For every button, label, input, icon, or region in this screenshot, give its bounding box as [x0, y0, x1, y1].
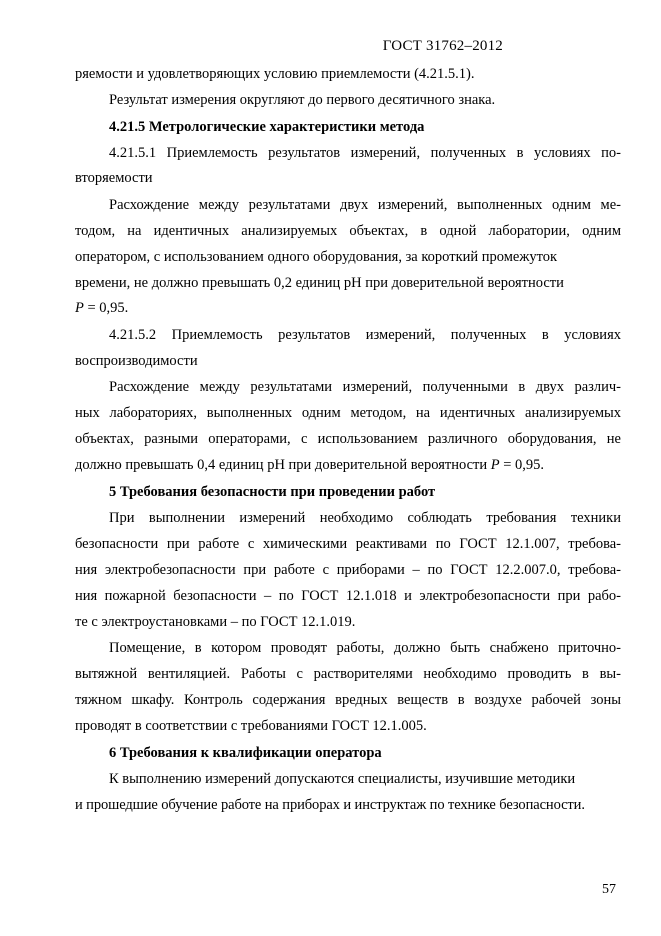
text-line: 4.21.5.1 Приемлемость результатов измерений, полученных в условиях по- [109, 145, 621, 161]
text-line: вытяжной вентиляцией. Работы с растворителями необходимо проводить в вы- [75, 666, 621, 682]
text-line: Расхождение между результатами двух измерений, выполненных одним ме- [109, 197, 621, 213]
text-line: безопасности при работе с химическими реактивами по ГОСТ 12.1.007, требова- [75, 536, 621, 552]
text-line: воспроизводимости [75, 353, 198, 369]
text-line: тяжном шкафу. Контроль содержания вредных веществ в воздухе рабочей зоны [75, 692, 621, 708]
section-heading: 5 Требования безопасности при проведении работ [109, 484, 436, 500]
text-line: тодом, на идентичных анализируемых объектах, в одной лаборатории, одним [75, 223, 621, 239]
text-line: должно превышать 0,4 единиц pH при доверительной вероятности P = 0,95. [75, 457, 545, 473]
text-line: те с электроустановками – по ГОСТ 12.1.019. [75, 614, 356, 630]
variable-p: P [75, 300, 84, 316]
text-line: объектах, разными операторами, с использованием различного оборудования, не [75, 431, 621, 447]
text-line: и прошедшие обучение работе на приборах и инструктаж по технике безопасности. [75, 797, 585, 813]
document-code: ГОСТ 31762–2012 [382, 38, 503, 54]
text-line: ряемости и удовлетворяющих условию приемлемости (4.21.5.1). [75, 66, 475, 82]
text-line: оператором, с использованием одного оборудования, за короткий промежуток [75, 249, 558, 265]
text-line: При выполнении измерений необходимо соблюдать требования техники [109, 510, 621, 526]
text-line: P = 0,95. [75, 300, 129, 316]
text-line: ных лабораториях, выполненных одним методом, на идентичных анализируемых [75, 405, 621, 421]
text-line: времени, не должно превышать 0,2 единиц pH при доверительной вероятности [75, 275, 564, 291]
section-heading: 4.21.5 Метрологические характеристики метода [109, 119, 425, 135]
text-line: проводят в соответствии с требованиями ГОСТ 12.1.005. [75, 718, 427, 734]
text-line: Помещение, в котором проводят работы, должно быть снабжено приточно- [109, 640, 621, 656]
text-line: ния электробезопасности при работе с приборами – по ГОСТ 12.2.007.0, требова- [75, 562, 621, 578]
text-line: Расхождение между результатами измерений, полученными в двух различ- [109, 379, 621, 395]
text-line: ния пожарной безопасности – по ГОСТ 12.1.018 и электробезопасности при рабо- [75, 588, 621, 604]
text-line: Результат измерения округляют до первого десятичного знака. [109, 92, 496, 108]
page-number: 57 [602, 882, 616, 897]
section-heading: 6 Требования к квалификации оператора [109, 745, 382, 761]
text-line: К выполнению измерений допускаются специалисты, изучившие методики [109, 771, 576, 787]
variable-p: P [490, 457, 500, 473]
text-line: вторяемости [75, 170, 153, 186]
text-line: 4.21.5.2 Приемлемость результатов измерений, полученных в условиях [109, 327, 621, 343]
